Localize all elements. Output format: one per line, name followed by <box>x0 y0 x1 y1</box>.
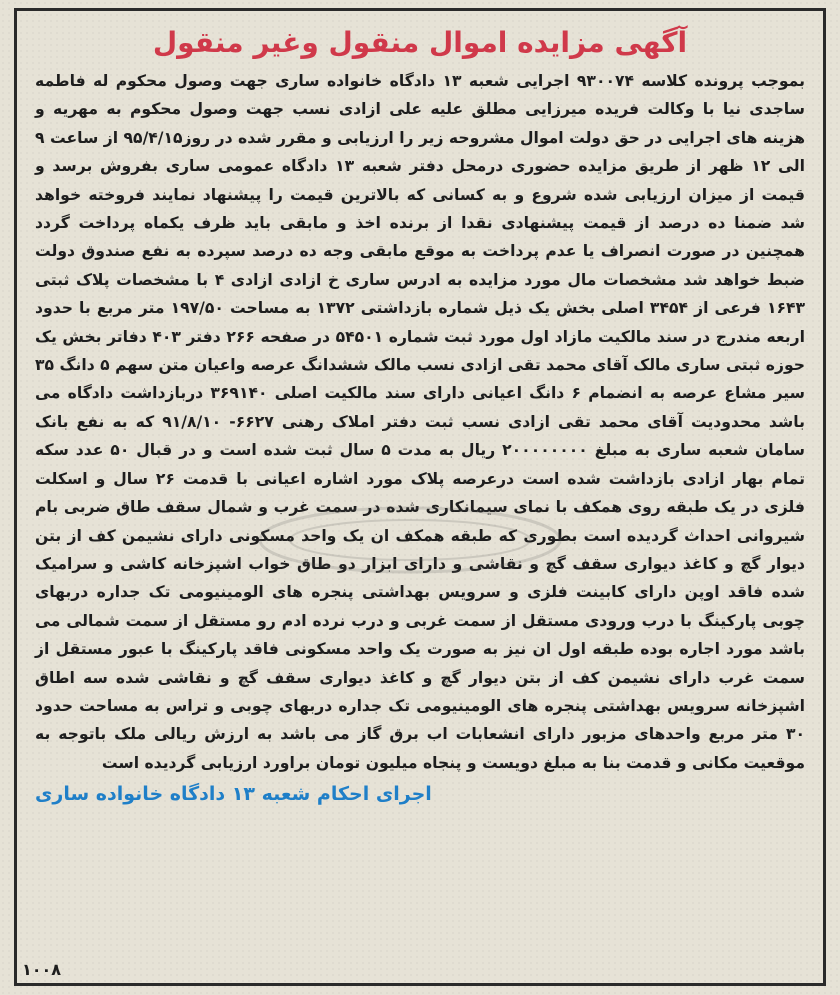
notice-signature: اجرای احکام شعبه ۱۳ دادگاه خانواده ساری <box>35 783 432 806</box>
notice-frame <box>14 8 826 986</box>
notice-title: آگهی مزایده اموال منقول وغیر منقول <box>152 26 688 59</box>
ad-number: ۱۰۰۸ <box>22 960 62 979</box>
notice-body: بموجب پرونده کلاسه ۹۳۰۰۷۴ اجرایی شعبه ۱۳ دادگاه خانواده ساری جهت وصول محکوم له فاطمه ساجدی نیا با وکالت فریده میرزایی مطلق علیه علی ازادی نسب جهت وصول محکوم به مهریه و هزینه های اجرایی در حق دولت اموال مشروحه زیر را ارزیابی و مقرر شده در روز۹۵/۴/۱۵ از ساعت ۹ الی ۱۲ ظهر از طریق مزایده حضوری درمحل دفتر شعبه ۱۳ دادگاه عمومی ساری بفروش برسد و قیمت از میزان ارزیابی شده شروع و به کسانی که بالاترین قیمت را پیشنهاد نمایند فروخته خواهد شد ضمنا ده درصد از قیمت پیشنهادی نقدا از برنده اخذ و مابقی باید ظرف یکماه پرداخت گردد همچنین در صورت انصراف یا عدم پرداخت به موقع مابقی وجه ده درصد سپرده به نفع صندوق دولت ضبط خواهد شد مشخصات مال مورد مزایده به ادرس ساری خ ازادی ازادی ۴ با مشخصات پلاک ثبتی ۱۶۴۳ فرعی از ۳۴۵۴ اصلی بخش یک ذیل شماره بازداشتی ۱۳۷۲ به مساحت ۱۹۷/۵۰ متر مربع با حدود اربعه مندرج در سند مالکیت مازاد اول مورد ثبت شماره ۵۴۵۰۱ در صفحه ۲۶۶ دفتر ۴۰۳ دفاتر بخش یک حوزه ثبتی ساری مالک آقای محمد تقی ازادی نسب مالک ششدانگ عرصه واعیان متن سهم ۵ دانگ ۳۵ سیر مشاع عرصه به انضمام ۶ دانگ اعیانی دارای سند مالکیت اصلی ۳۶۹۱۴۰ دربازداشت دادگاه می باشد محدودیت آقای محمد تقی ازادی نسب ثبت دفتر املاک رهنی ۶۶۲۷- ۹۱/۸/۱۰ که به نفع بانک سامان شعبه ساری به مبلغ ۲۰۰۰۰۰۰۰۰ ریال به مدت ۵ سال ثبت شده است و در قبال ۵۰ عدد سکه تمام بهار ازادی بازداشت شده است درعرصه پلاک مورد اشاره اعیانی با قدمت ۲۶ سال و اسکلت فلزی در یک طبقه روی همکف با نمای سیمانکاری شده در سمت غرب و شمال سقف طاق ضربی بام شیروانی احداث گردیده است بطوری که طبقه همکف ان یک واحد مسکونی دارای نشیمن کف از بتن دیوار گچ و کاغذ دیواری سقف گچ و نقاشی و دارای ابزار دو طاق خواب اشپزخانه کاشی و سرامیک شده فاقد اوپن دارای کابینت فلزی و سرویس بهداشتی پنجره های الومینیومی تک جداره دربهای چوبی پارکینگ با درب ورودی مستقل از سمت غربی و درب نرده ادم رو مستقل از سمت شمالی می باشد مورد اجاره بوده طبقه اول ان نیز به صورت یک واحد مسکونی فاقد پارکینگ با عبور مستقل از سمت غرب دارای نشیمن کف از بتن دیوار گچ و کاغذ دیواری سقف گچ و نقاشی شده سه اطاق اشپزخانه سرویس بهداشتی پنجره های الومینیومی تک جداره دربهای چوبی و تراس به مساحت حدود ۳۰ متر مربع واحدهای مزبور دارای انشعابات اب برق گاز می باشد به ارزش ریالی ملک باتوجه به موقعیت مکانی و قدمت بنا به مبلغ دویست و پنجاه میلیون تومان براورد ارزیابی گردیده است <box>35 72 806 772</box>
